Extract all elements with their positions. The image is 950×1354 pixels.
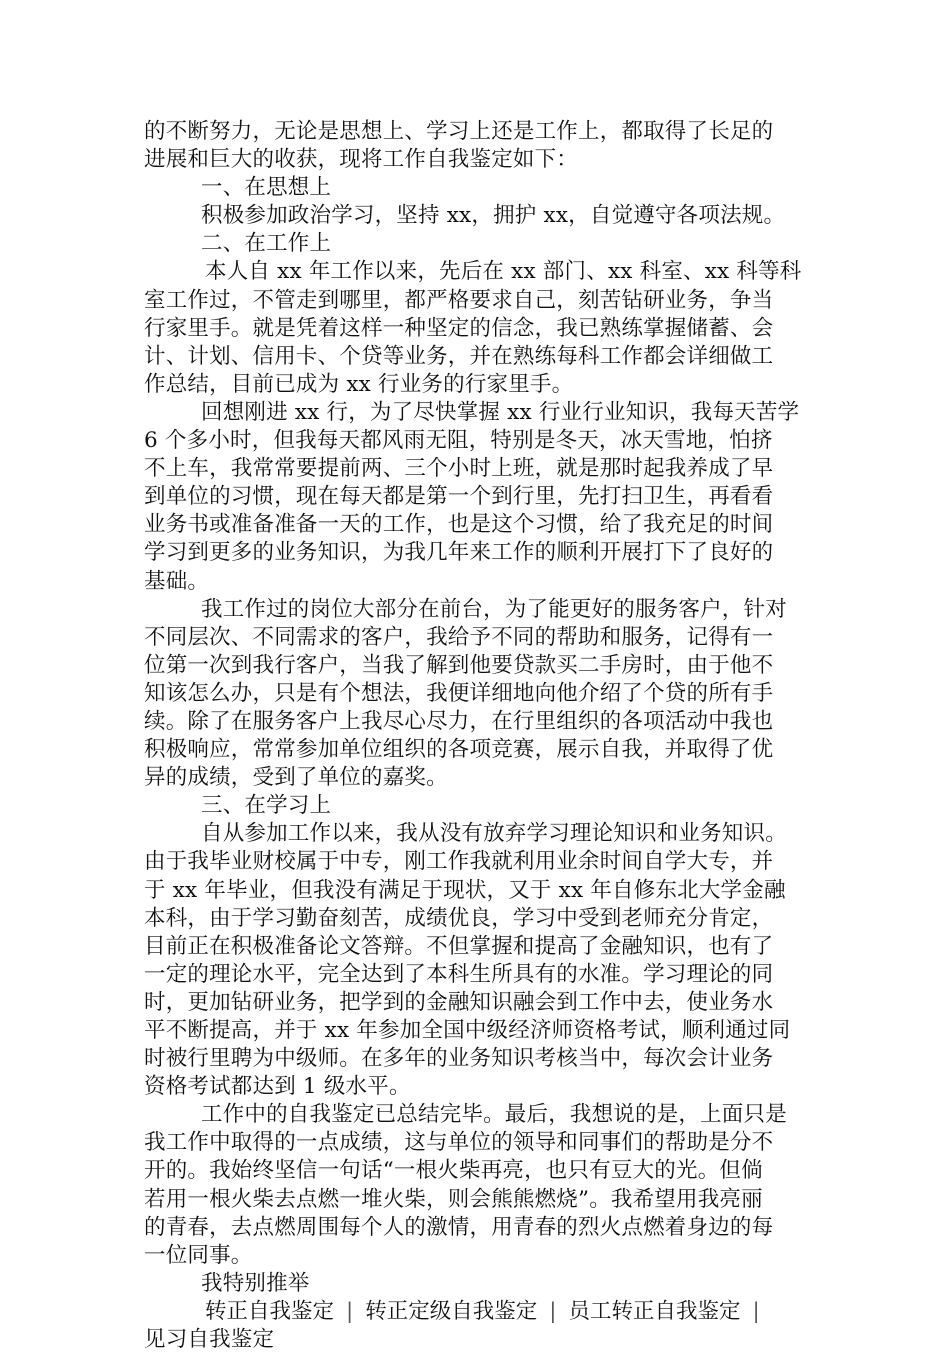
text-line: 我特别推举 [201,1270,310,1296]
text-line: 不同层次、不同需求的客户，我给予不同的帮助和服务，记得有一 [144,624,774,650]
text-line: 作总结，目前已成为 xx 行业务的行家里手。 [144,371,574,397]
text-line: 一位同事。 [144,1242,253,1268]
text-line: 于 xx 年毕业，但我没有满足于现状，又于 xx 年自修东北大学金融 [144,877,786,903]
text-line: 计、计划、信用卡、个贷等业务，并在熟练每科工作都会详细做工 [144,343,774,369]
text-line: 开的。我始终坚信一句话“一根火柴再亮，也只有豆大的光。但倘 [144,1158,763,1184]
text-line: 由于我毕业财校属于中专，刚工作我就利用业余时间自学大专，并 [144,849,774,875]
related-links [144,1298,814,1326]
text-line: 本科，由于学习勤奋刻苦，成绩优良，学习中受到老师充分肯定， [144,905,774,931]
link-separator: | [346,1298,354,1324]
text-line: 我工作过的岗位大部分在前台，为了能更好的服务客户，针对 [201,596,787,622]
text-line: 若用一根火柴去点燃一堆火柴，则会熊熊燃烧”。我希望用我亮丽 [144,1186,763,1212]
text-line: 一定的理论水平，完全达到了本科生所具有的水准。学习理论的同 [144,961,774,987]
link-jianxi-ziwo-jianding-line [144,1326,814,1354]
text-line: 回想刚进 xx 行，为了尽快掌握 xx 行业行业知识，我每天苦学 [201,399,800,425]
text-line: 时，更加钻研业务，把学到的金融知识融会到工作中去，使业务水 [144,989,774,1015]
text-line: 时被行里聘为中级师。在多年的业务知识考核当中，每次会计业务 [144,1046,774,1072]
text-line: 积极参加政治学习，坚持 xx，拥护 xx，自觉遵守各项法规。 [201,203,786,229]
text-line: 本人自 xx 年工作以来，先后在 xx 部门、xx 科室、xx 科等科 [205,259,802,285]
link-yuangong-zhuanzheng-ziwo-jianding[interactable]: 员工转正自我鉴定 [568,1298,741,1324]
link-separator: | [752,1298,760,1324]
text-line: 室工作过，不管走到哪里，都严格要求自己，刻苦钻研业务，争当 [144,287,774,313]
text-line: 一、在思想上 [201,175,332,201]
text-line: 6 个多小时，但我每天都风雨无阻，特别是冬天，冰天雪地，怕挤 [144,428,773,454]
text-line: 平不断提高，并于 xx 年参加全国中级经济师资格考试，顺利通过同 [144,1018,791,1043]
text-line: 基础。 [144,568,210,594]
text-line: 我工作中取得的一点成绩，这与单位的领导和同事们的帮助是分不 [144,1130,774,1156]
text-line: 的青春，去点燃周围每个人的激情，用青春的烈火点燃着身边的每 [144,1214,774,1240]
text-line: 的不断努力，无论是思想上、学习上还是工作上，都取得了长足的 [144,119,774,144]
text-line: 自从参加工作以来，我从没有放弃学习理论知识和业务知识。 [201,821,787,847]
text-line: 进展和巨大的收获，现将工作自我鉴定如下： [144,147,579,173]
link-jianxi-ziwo-jianding[interactable]: 见习自我鉴定 [144,1327,275,1353]
text-line: 业务书或准备准备一天的工作，也是这个习惯，给了我充足的时间 [144,512,774,538]
link-zhuanzheng-ziwo-jianding[interactable]: 转正自我鉴定 [205,1298,335,1324]
link-zhuanzheng-dingji-ziwo-jianding[interactable]: 转正定级自我鉴定 [365,1298,538,1324]
document-body [144,118,814,1298]
text-line: 工作中的自我鉴定已总结完毕。最后，我想说的是，上面只是 [201,1102,787,1128]
text-line: 续。除了在服务客户上我尽心尽力，在行里组织的各项活动中我也 [144,708,774,734]
text-line: 学习到更多的业务知识，为我几年来工作的顺利开展打下了良好的 [144,540,774,566]
text-line: 积极响应，常常参加单位组织的各项竞赛，展示自我，并取得了优 [144,737,774,763]
text-line: 知该怎么办，只是有个想法，我便详细地向他介绍了个贷的所有手 [144,680,774,706]
text-line: 位第一次到我行客户，当我了解到他要贷款买二手房时，由于他不 [144,652,774,678]
document-page [144,118,814,1354]
text-line: 到单位的习惯，现在每天都是第一个到行里，先打扫卫生，再看看 [144,484,774,510]
text-line: 不上车，我常常要提前两、三个小时上班，就是那时起我养成了早 [144,456,774,482]
text-line: 三、在学习上 [201,793,332,819]
text-line: 行家里手。就是凭着这样一种坚定的信念，我已熟练掌握储蓄、会 [144,315,774,341]
text-line: 资格考试都达到 1 级水平。 [144,1074,411,1100]
text-line: 目前正在积极准备论文答辩。不但掌握和提高了金融知识，也有了 [144,933,774,959]
text-line: 异的成绩，受到了单位的嘉奖。 [144,765,448,791]
text-line: 二、在工作上 [201,231,332,257]
link-separator: | [549,1298,557,1324]
